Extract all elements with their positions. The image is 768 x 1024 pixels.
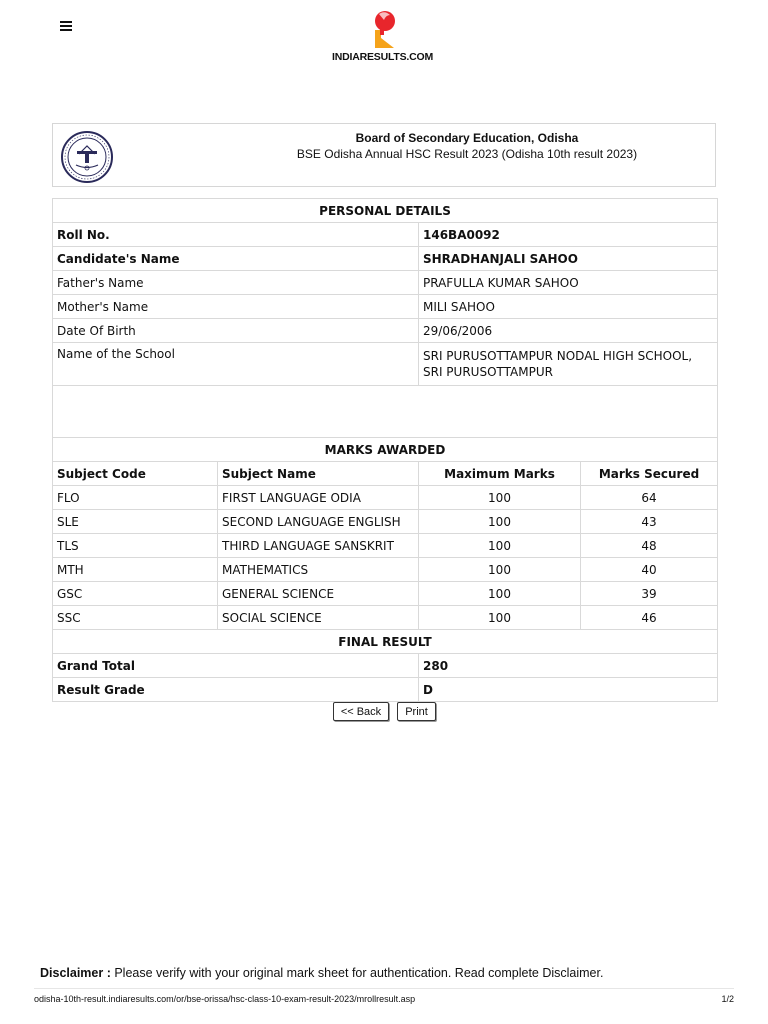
marks-header-row [53, 462, 718, 486]
row-label: Mother's Name [53, 295, 419, 319]
board-header [52, 123, 716, 187]
table-row: MTH MATHEMATICS 100 40 [53, 558, 718, 582]
menu-icon[interactable] [60, 20, 74, 32]
grand-total-value: 280 [419, 654, 718, 678]
grand-total-row [53, 654, 718, 678]
school-row [53, 343, 718, 386]
row-label: Result Grade [53, 678, 419, 702]
disclaimer-label: Disclaimer : [40, 966, 111, 980]
table-row: TLS THIRD LANGUAGE SANSKRIT 100 48 [53, 534, 718, 558]
roll-no-row [53, 223, 718, 247]
back-button[interactable]: << Back [333, 702, 389, 721]
page-number: 1/2 [721, 994, 734, 1004]
print-button[interactable]: Print [397, 702, 436, 721]
board-seal-icon [57, 130, 117, 184]
row-label: Father's Name [53, 271, 419, 295]
col-maximum-marks: Maximum Marks [419, 462, 581, 486]
row-label: Roll No. [53, 223, 419, 247]
logo-text: INDIARESULTS.COM [332, 51, 434, 63]
result-table [52, 198, 718, 702]
page-url: odisha-10th-result.indiaresults.com/or/bse-orissa/hsc-class-10-exam-result-2023/mrollresult.asp [34, 994, 416, 1004]
final-result-heading: FINAL RESULT [53, 630, 718, 654]
logo-mark-icon [332, 8, 442, 52]
table-row: GSC GENERAL SCIENCE 100 39 [53, 582, 718, 606]
dob-value: 29/06/2006 [419, 319, 718, 343]
row-label: Grand Total [53, 654, 419, 678]
row-label: Name of the School [53, 343, 419, 386]
result-subtitle: BSE Odisha Annual HSC Result 2023 (Odisha 10th result 2023) [296, 147, 638, 161]
school-value: SRI PURUSOTTAMPUR NODAL HIGH SCHOOL, SRI PURUSOTTAMPUR [419, 343, 718, 386]
indiaresults-logo[interactable] [332, 8, 442, 64]
disclaimer-text[interactable]: Please verify with your original mark sheet for authentication. Read complete Disclaimer. [110, 966, 604, 980]
result-grade-row [53, 678, 718, 702]
mother-name-row [53, 295, 718, 319]
col-subject-code: Subject Code [53, 462, 218, 486]
spacer-row [53, 386, 718, 438]
mother-name-value: MILI SAHOO [419, 295, 718, 319]
candidate-name-row [53, 247, 718, 271]
table-row: FLO FIRST LANGUAGE ODIA 100 64 [53, 486, 718, 510]
table-row: SSC SOCIAL SCIENCE 100 46 [53, 606, 718, 630]
table-row: SLE SECOND LANGUAGE ENGLISH 100 43 [53, 510, 718, 534]
board-title: Board of Secondary Education, Odisha [355, 131, 579, 145]
result-grade-value: D [419, 678, 718, 702]
dob-row [53, 319, 718, 343]
personal-details-heading: PERSONAL DETAILS [53, 199, 718, 223]
col-marks-secured: Marks Secured [581, 462, 718, 486]
roll-no-value: 146BA0092 [419, 223, 718, 247]
col-subject-name: Subject Name [218, 462, 419, 486]
father-name-row [53, 271, 718, 295]
father-name-value: PRAFULLA KUMAR SAHOO [419, 271, 718, 295]
marks-awarded-heading: MARKS AWARDED [53, 438, 718, 462]
disclaimer [40, 966, 603, 980]
candidate-name-value: SHRADHANJALI SAHOO [419, 247, 718, 271]
row-label: Candidate's Name [53, 247, 419, 271]
footer-divider [34, 988, 734, 989]
row-label: Date Of Birth [53, 319, 419, 343]
